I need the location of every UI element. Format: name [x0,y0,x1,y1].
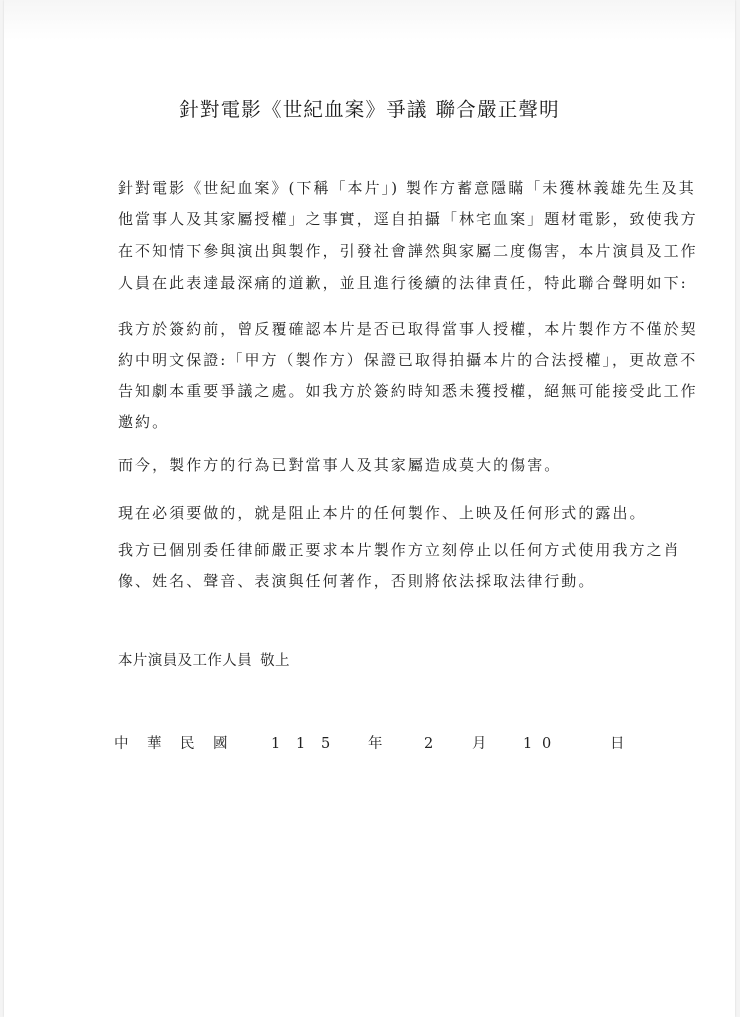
date-year-digit-1: 1 [271,736,281,752]
date-month-unit: 月 [472,736,487,752]
signature-line [118,650,290,672]
date-year-digit-2: 1 [296,736,306,752]
closing: 敬上 [260,653,290,669]
paragraph-2-line-4: 邀約。 [118,413,170,431]
paragraph-5-line-1: 我方已個別委任律師嚴正要求本片製作方立刻停止以任何方式使用我方之肖 [118,541,681,559]
date-era-char-1: 中 [114,736,129,752]
date-year-unit: 年 [368,736,383,752]
paragraph-2-line-3: 告知劇本重要爭議之處。如我方於簽約時知悉未獲授權，絕無可能接受此工作 [118,382,698,400]
paragraph-3-line-1: 而今，製作方的行為已對當事人及其家屬造成莫大的傷害。 [118,456,562,474]
paragraph-2-line-2: 約中明文保證:「甲方（製作方）保證已取得拍攝本片的合法授權」，更故意不 [118,351,698,369]
date-era-char-3: 民 [180,736,195,752]
title-statement: 聯合嚴正聲明 [435,98,560,121]
date-month: 2 [424,736,434,752]
title-subject: 針對電影《世紀血案》爭議 [179,98,428,121]
paragraph-1-line-1: 針對電影《世紀血案》(下稱「本片」) 製作方蓄意隱瞞「未獲林義雄先生及其 [118,179,696,197]
paragraph-1-line-3: 在不知情下參與演出與製作，引發社會譁然與家屬二度傷害，本片演員及工作 [118,242,698,260]
date-era-char-2: 華 [147,736,162,752]
paragraph-1-line-2: 他當事人及其家屬授權」之事實，逕自拍攝「林宅血案」題材電影，致使我方 [118,210,698,228]
document-title [4,96,735,124]
paragraph-2-line-1: 我方於簽約前，曾反覆確認本片是否已取得當事人授權，本片製作方不僅於契 [118,320,698,338]
signer: 本片演員及工作人員 [118,653,253,669]
paragraph-1-line-4: 人員在此表達最深痛的道歉，並且進行後續的法律責任，特此聯合聲明如下: [118,274,688,292]
paragraph-5-line-2: 像、姓名、聲音、表演與任何著作，否則將依法採取法律行動。 [118,572,596,590]
document-page [4,0,735,1017]
page-shadow [4,0,735,40]
date-day-digit-2: 0 [542,736,552,752]
paragraph-4-line-1: 現在必須要做的，就是阻止本片的任何製作、上映及任何形式的露出。 [118,504,647,522]
date-line [4,733,735,757]
date-era-char-4: 國 [213,736,228,752]
date-day-digit-1: 1 [523,736,533,752]
date-day-unit: 日 [610,736,625,752]
date-year-digit-3: 5 [321,736,331,752]
